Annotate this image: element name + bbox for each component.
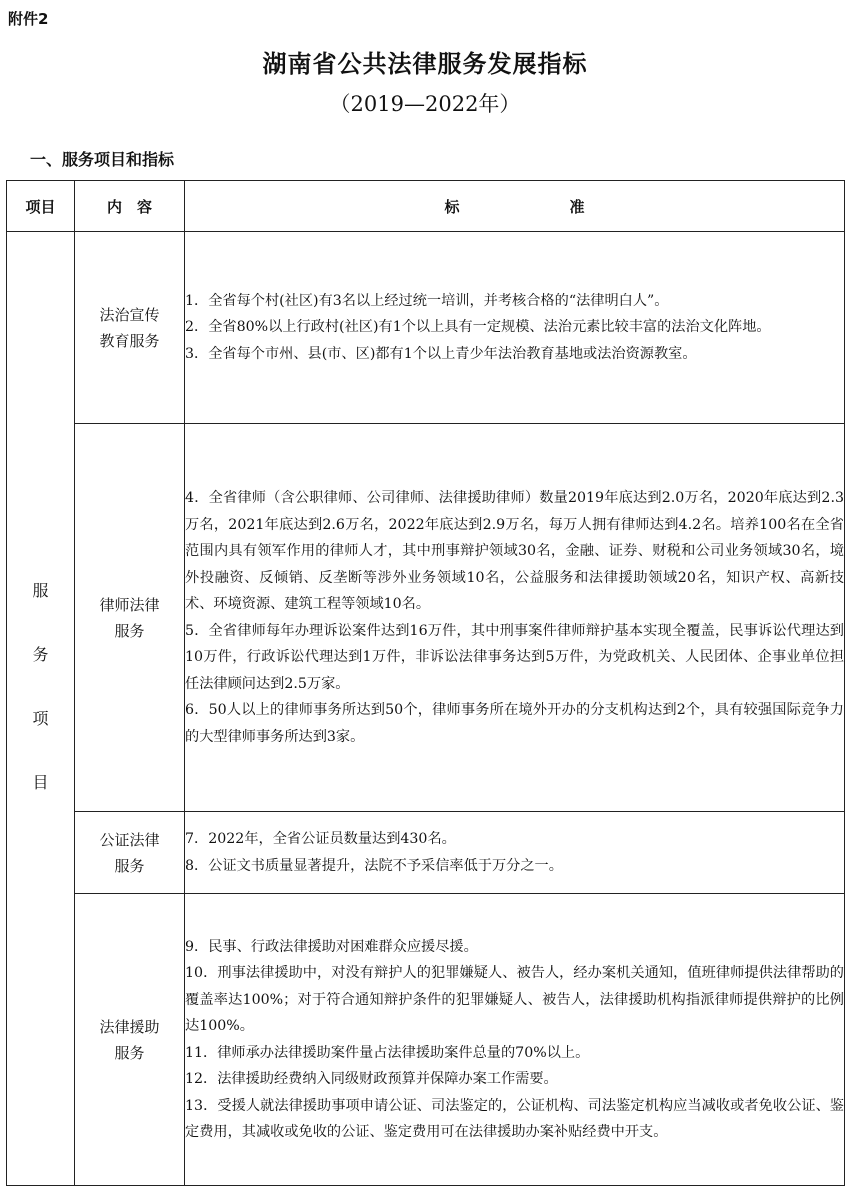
table-row bbox=[7, 812, 845, 894]
standard-item: 12．法律援助经费纳入同级财政预算并保障办案工作需要。 bbox=[185, 1071, 558, 1087]
standard-item: 3．全省每个市州、县(市、区)都有1个以上青少年法治教育基地或法治资源教室。 bbox=[185, 345, 697, 362]
document-subtitle: （2019—2022年） bbox=[329, 92, 521, 116]
section-heading: 一、服务项目和指标 bbox=[30, 150, 175, 169]
standard-item: 11．律师承办法律援助案件量占法律援助案件总量的70%以上。 bbox=[185, 1044, 590, 1061]
service-indicator-table bbox=[6, 180, 845, 1186]
table-header-row bbox=[7, 181, 845, 232]
table-row bbox=[7, 894, 845, 1186]
category-lawyer-services bbox=[75, 424, 185, 812]
category-line: 教育服务 bbox=[99, 331, 160, 350]
standard-item: 7．2022年，全省公证员数量达到430名。 bbox=[185, 831, 456, 847]
header-project: 项目 bbox=[7, 181, 75, 232]
standard-item: 10．刑事法律援助中，对没有辩护人的犯罪嫌疑人、被告人，经办案机关通知，值班律师提供法律帮助的覆盖率达100%；对于符合通知辩护条件的犯罪嫌疑人、被告人，法律援助机构指派律师提供辩护的比例达100%。 bbox=[185, 965, 844, 1034]
group-char: 项 bbox=[32, 708, 49, 728]
group-char: 务 bbox=[32, 644, 49, 664]
standard-item: 4．全省律师（含公职律师、公司律师、法律援助律师）数量2019年底达到2.0万名，2020年底达到2.3万名，2021年底达到2.6万名，2022年底达到2.9万名，每万人拥有律师达到4.2名。培养100名在全省范围内具有领军作用的律师人才，其中刑事辩护领域30名，金融、证券、财税和公司业务领域30名，境外投融资、反倾销、反垄断等涉外业务领域10名，公益服务和法律援助领域20名，知识产权、高新技术、环境资源、建筑工程等领域10名。 bbox=[185, 490, 844, 612]
header-standard-a: 标 bbox=[444, 197, 460, 216]
standard-cell bbox=[185, 894, 845, 1186]
header-standard-b: 准 bbox=[569, 197, 585, 216]
attachment-label: 附件2 bbox=[8, 10, 49, 28]
standard-item: 8．公证文书质量显著提升，法院不予采信率低于万分之一。 bbox=[185, 857, 563, 874]
group-service-items bbox=[7, 232, 75, 1186]
standard-item: 5．全省律师每年办理诉讼案件达到16万件，其中刑事案件律师辩护基本实现全覆盖，民事诉讼代理达到10万件，行政诉讼代理达到1万件，非诉讼法律事务达到5万件，为党政机关、人民团体、企事业单位担任法律顾问达到2.5万家。 bbox=[185, 622, 844, 692]
header-standard bbox=[185, 181, 845, 232]
header-content: 内 容 bbox=[75, 181, 185, 232]
standard-cell bbox=[185, 232, 845, 424]
category-line: 法治宣传 bbox=[99, 305, 160, 324]
standard-item: 2．全省80%以上行政村(社区)有1个以上具有一定规模、法治元素比较丰富的法治文化阵地。 bbox=[185, 319, 771, 336]
category-line: 法律援助 bbox=[99, 1017, 160, 1036]
category-legal-publicity bbox=[75, 232, 185, 424]
group-char: 服 bbox=[32, 580, 49, 600]
standard-item: 1．全省每个村(社区)有3名以上经过统一培训，并考核合格的“法律明白人”。 bbox=[185, 292, 669, 309]
category-line: 服务 bbox=[114, 621, 145, 640]
standard-item: 13．受援人就法律援助事项申请公证、司法鉴定的，公证机构、司法鉴定机构应当减收或者免收公证、鉴定费用，其减收或免收的公证、鉴定费用可在法律援助办案补贴经费中开支。 bbox=[185, 1097, 844, 1140]
standard-cell bbox=[185, 812, 845, 894]
category-notary-services bbox=[75, 812, 185, 894]
category-line: 服务 bbox=[114, 1043, 145, 1062]
table-row bbox=[7, 232, 845, 424]
standard-cell bbox=[185, 424, 845, 812]
category-line: 公证法律 bbox=[99, 830, 160, 849]
category-legal-aid bbox=[75, 894, 185, 1186]
group-char: 目 bbox=[32, 772, 49, 792]
category-line: 律师法律 bbox=[99, 595, 160, 614]
category-line: 服务 bbox=[114, 856, 145, 875]
standard-item: 6．50人以上的律师事务所达到50个，律师事务所在境外开办的分支机构达到2个，具有较强国际竞争力的大型律师事务所达到3家。 bbox=[185, 702, 844, 745]
standard-item: 9．民事、行政法律援助对困难群众应援尽援。 bbox=[185, 938, 478, 955]
document-title: 湖南省公共法律服务发展指标 bbox=[262, 50, 588, 78]
table-row bbox=[7, 424, 845, 812]
